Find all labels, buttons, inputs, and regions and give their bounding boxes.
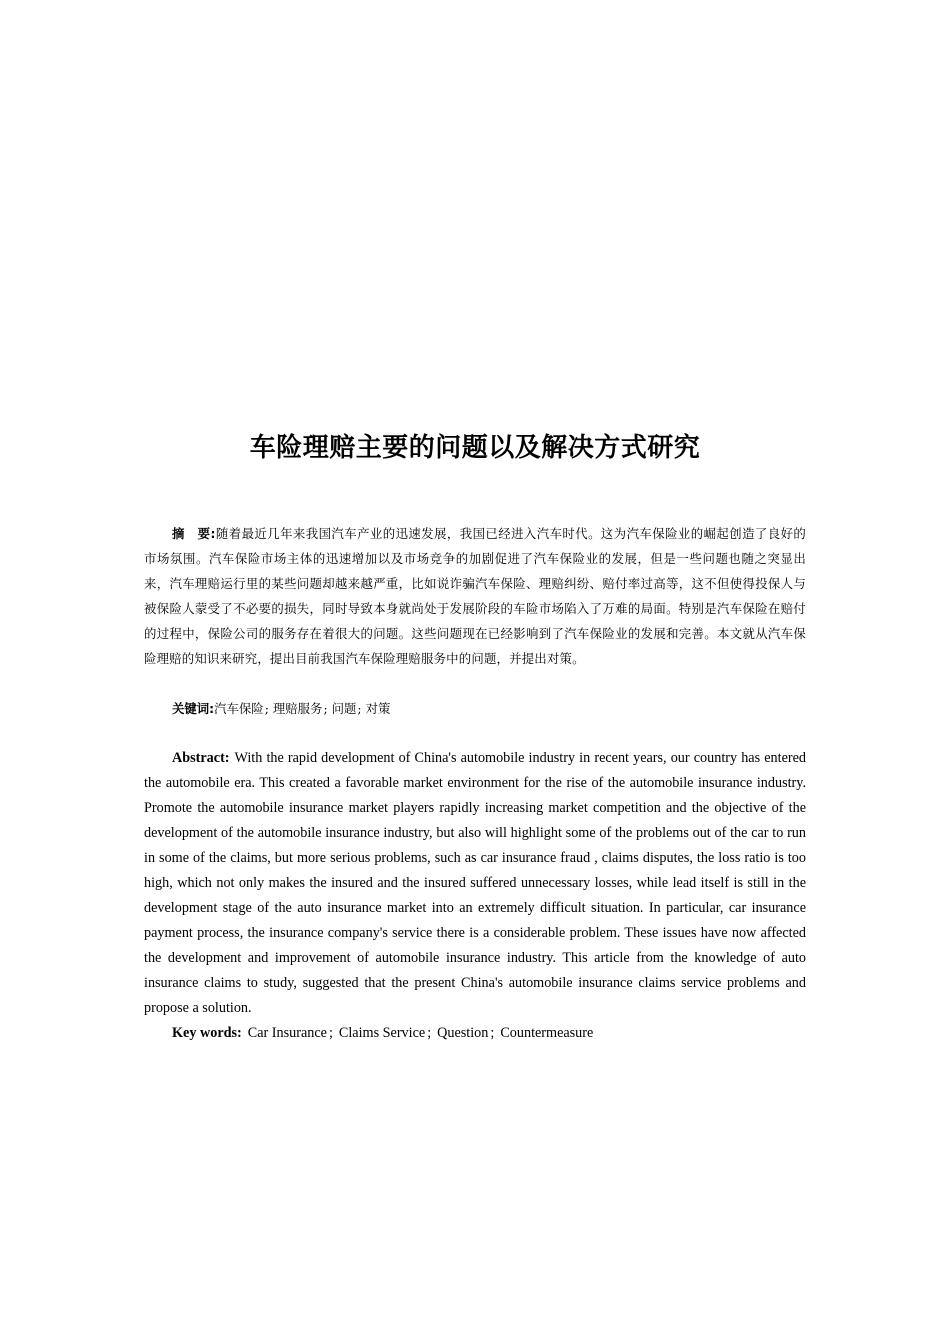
- chinese-keywords: [144, 696, 806, 721]
- keyword-separator: ;: [328, 1025, 333, 1041]
- english-keywords: [144, 1021, 806, 1046]
- english-keyword: Countermeasure: [500, 1025, 594, 1041]
- english-keyword: Claims Service: [338, 1025, 426, 1041]
- keyword-separator: ;: [357, 701, 362, 716]
- chinese-keyword: 问题: [331, 701, 357, 716]
- chinese-abstract-label: 摘 要:: [172, 526, 216, 541]
- chinese-keywords-label: 关键词:: [172, 701, 215, 716]
- english-abstract: [144, 746, 806, 1021]
- chinese-keyword: 汽车保险: [214, 701, 264, 716]
- keyword-separator: ;: [264, 701, 269, 716]
- english-keyword: Question: [437, 1025, 489, 1041]
- keyword-separator: ;: [490, 1025, 495, 1041]
- keyword-separator: ;: [323, 701, 328, 716]
- chinese-abstract-text: 随着最近几年来我国汽车产业的迅速发展，我国已经进入汽车时代。这为汽车保险业的崛起创造了良好的市场氛围。汽车保险市场主体的迅速增加以及市场竞争的加剧促进了汽车保险业的发展，但是一些问题也随之突显出来，汽车理赔运行里的某些问题却越来越严重，比如说诈骗汽车保险、理赔纠纷、赔付率过高等，这不但使得投保人与被保险人蒙受了不必要的损失，同时导致本身就尚处于发展阶段的车险市场陷入了万难的局面。特别是汽车保险在赔付的过程中，保险公司的服务存在着很大的问题。这些问题现在已经影响到了汽车保险业的发展和完善。本文就从汽车保险理赔的知识来研究，提出目前我国汽车保险理赔服务中的问题，并提出对策。: [144, 526, 806, 666]
- english-keywords-label: Key words:: [172, 1025, 242, 1041]
- chinese-abstract: [144, 521, 806, 671]
- english-abstract-text: With the rapid development of China's automobile industry in recent years, our country has entered the automobile era. This created a favorable market environment for the rise of the automobile insurance industry. Promote the automobile insurance market players rapidly increasing market competition and the objective of the development of the automobile insurance industry, but also will highlight some of the problems out of the car to run in some of the claims, but more serious problems, such as car insurance fraud , claims disputes, the loss ratio is too high, which not only makes the insured and the insured suffered unnecessary losses, while lead itself is still in the development stage of the auto insurance market into an extremely difficult situation. In particular, car insurance payment process, the insurance company's service there is a considerable problem. These issues have now affected the development and improvement of automobile insurance industry. This article from the knowledge of auto insurance claims to study, suggested that the present China's automobile insurance claims service problems and propose a solution.: [144, 750, 806, 1016]
- chinese-keyword: 理赔服务: [272, 701, 323, 716]
- english-abstract-label: Abstract:: [172, 750, 230, 766]
- chinese-keyword: 对策: [365, 701, 391, 716]
- keyword-separator: ;: [427, 1025, 432, 1041]
- paper-title: 车险理赔主要的问题以及解决方式研究: [249, 433, 701, 463]
- english-keyword: Car Insurance: [247, 1025, 327, 1041]
